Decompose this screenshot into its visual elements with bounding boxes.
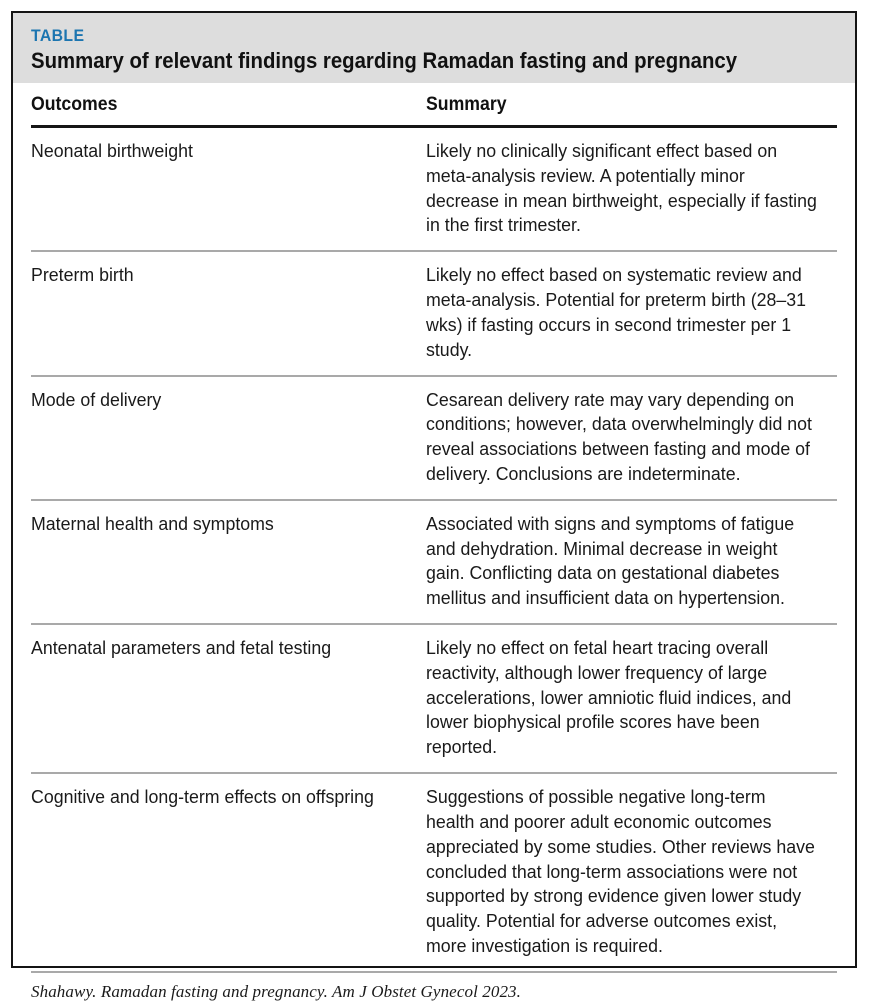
column-header-outcomes-label: Outcomes [31,94,118,116]
cell-summary-text: Suggestions of possible negative long-term health and poorer adult economic outcomes appreciated by some studies. Other reviews have concluded that long-term associations were not supported by strong evidence given lower study quality. Potential for adverse outcomes exist, more investigation is required. [426,786,815,956]
table-caption-band [13,13,855,83]
table-header-row [31,83,837,127]
cell-summary-text: Likely no effect based on systematic review and meta-analysis. Potential for preterm birth (28–31 wks) if fasting occurs in second trimester per 1 study. [426,264,806,360]
cell-outcome [31,127,406,252]
cell-outcome-text: Maternal health and symptoms [31,512,274,534]
cell-summary [406,624,837,773]
table-row [31,127,837,252]
cell-outcome [31,624,406,773]
table-row [31,500,837,624]
cell-summary-text: Associated with signs and symptoms of fatigue and dehydration. Minimal decrease in weight gain. Conflicting data on gestational diabetes mellitus and insufficient data on hypertension. [426,512,795,609]
table-row-group [31,127,837,972]
findings-table [31,83,837,973]
table-row [31,251,837,375]
cell-summary [406,500,837,624]
cell-outcome-text: Mode of delivery [31,388,162,410]
table-source-citation: Shahawy. Ramadan fasting and pregnancy. Am J Obstet Gynecol 2023. [31,981,521,1001]
cell-summary [406,773,837,972]
column-header-summary-label: Summary [426,94,507,116]
table-row [31,773,837,972]
table-row [31,624,837,773]
cell-outcome-text: Cognitive and long-term effects on offspring [31,786,374,808]
cell-outcome [31,500,406,624]
cell-summary [406,376,837,500]
cell-summary-text: Cesarean delivery rate may vary depending on conditions; however, data overwhelmingly did not reveal associations between fasting and mode of delivery. Conclusions are indeterminate. [426,388,812,484]
cell-outcome-text: Antenatal parameters and fetal testing [31,637,332,659]
cell-outcome-text: Neonatal birthweight [31,140,193,162]
column-header-summary [406,83,837,127]
cell-summary [406,251,837,375]
cell-summary-text: Likely no clinically significant effect based on meta-analysis review. A potentially minor decrease in mean birthweight, especially if fasting in the first trimester. [426,140,817,236]
cell-summary-text: Likely no effect on fetal heart tracing overall reactivity, although lower frequency of large accelerations, lower amniotic fluid indices, and lower biophysical profile scores have been reported. [426,637,792,758]
cell-outcome-text: Preterm birth [31,264,134,286]
cell-outcome [31,376,406,500]
table-header-row-group [31,83,837,127]
table-figure [11,11,857,1001]
cell-outcome [31,773,406,972]
table-body [13,83,855,973]
cell-outcome [31,251,406,375]
table-kicker-label: TABLE [31,26,85,45]
column-header-outcomes [31,83,406,127]
table-title: Summary of relevant findings regarding Ramadan fasting and pregnancy [31,47,738,73]
cell-summary [406,127,837,252]
table-row [31,376,837,500]
